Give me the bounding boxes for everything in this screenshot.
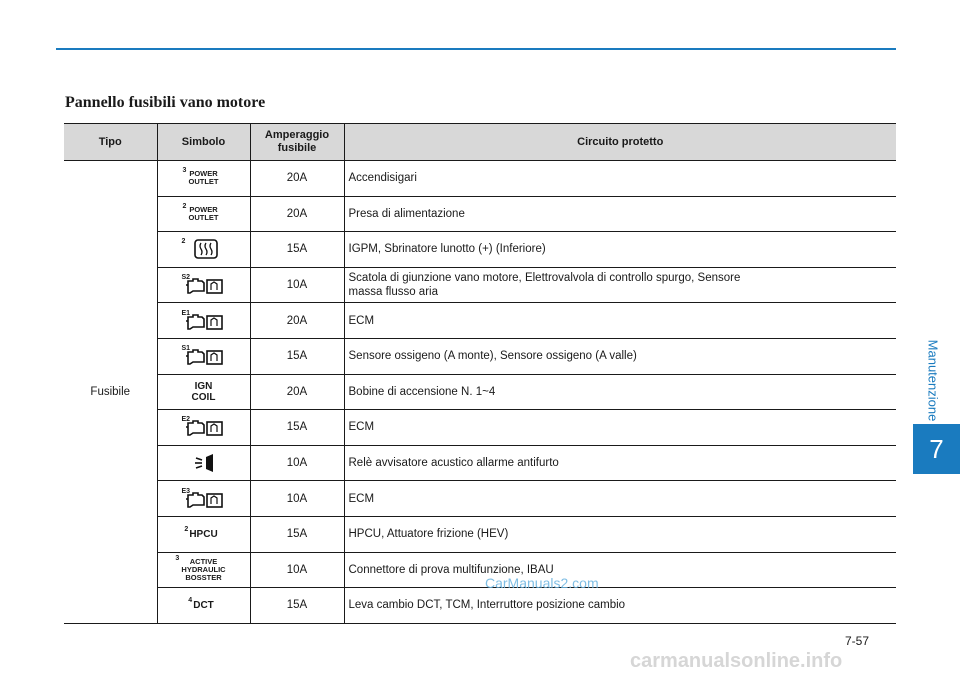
side-label-text: Manutenzione [925, 339, 941, 421]
footer-watermark: carmanualsonline.info [630, 650, 843, 672]
active-hydraulic-booster-icon [175, 554, 226, 582]
symbol-text [192, 381, 216, 403]
engine-icon [182, 309, 226, 333]
engine-icon [182, 487, 226, 511]
power-outlet-icon [182, 202, 226, 226]
symbol-text [182, 202, 219, 222]
header-tipo: Tipo [64, 124, 157, 161]
table-row [64, 445, 896, 481]
symbol-cell [157, 338, 250, 374]
symbol-code: E3 [181, 487, 191, 495]
amperage-cell: 15A [250, 410, 344, 446]
fuse-table-body [64, 161, 896, 624]
header-simbolo: Simbolo [157, 124, 250, 161]
circuit-cell: IGPM, Sbrinatore lunotto (+) (Inferiore) [344, 232, 896, 268]
section-title: Pannello fusibili vano motore [65, 94, 266, 111]
symbol-cell [157, 161, 250, 197]
table-row [64, 161, 896, 197]
circuit-cell: Leva cambio DCT, TCM, Interruttore posizione cambio [344, 588, 896, 624]
type-cell [64, 161, 157, 624]
amperage-cell: 15A [250, 232, 344, 268]
symbol-line: HPCU [189, 528, 218, 540]
symbol-code: 2 [181, 238, 186, 246]
type-label: Fusibile [90, 385, 131, 398]
table-row [64, 588, 896, 624]
header-circuito: Circuito protetto [344, 124, 896, 161]
table-row [64, 196, 896, 232]
symbol-code: E1 [181, 309, 191, 317]
engine-icon [182, 415, 226, 439]
table-row [64, 374, 896, 410]
symbol-line: COIL [191, 391, 216, 403]
amperage-cell: 10A [250, 445, 344, 481]
symbol-line: BOSSTER [185, 572, 222, 582]
table-row [64, 303, 896, 339]
amperage-cell: 15A [250, 338, 344, 374]
symbol-code: 3 [175, 554, 180, 562]
symbol-line: HYDRAULIC [181, 564, 226, 574]
circuit-cell: ECM [344, 410, 896, 446]
symbol-cell [157, 445, 250, 481]
circuit-cell: Connettore di prova multifunzione, IBAU [344, 552, 896, 588]
table-row [64, 338, 896, 374]
amperage-cell: 15A [250, 516, 344, 552]
symbol-cell [157, 481, 250, 517]
amperage-cell: 20A [250, 196, 344, 232]
symbol-cell [157, 516, 250, 552]
side-label [922, 330, 944, 430]
circuit-cell: ECM [344, 481, 896, 517]
symbol-code: E2 [181, 416, 191, 424]
symbol-code: 2 [182, 202, 187, 210]
symbol-code: S1 [181, 345, 191, 353]
symbol-line: ACTIVE [189, 556, 218, 566]
circuit-cell: HPCU, Attuatore frizione (HEV) [344, 516, 896, 552]
chapter-tab: 7 [913, 424, 960, 474]
page-number: 7-57 [845, 634, 870, 648]
top-rule [56, 48, 896, 50]
power-outlet-icon [182, 166, 226, 190]
symbol-text [184, 525, 218, 540]
table-row [64, 232, 896, 268]
engine-icon [182, 344, 226, 368]
rear-defroster-icon [182, 237, 226, 261]
table-row [64, 481, 896, 517]
symbol-text [188, 596, 214, 611]
symbol-cell [157, 374, 250, 410]
symbol-cell [157, 410, 250, 446]
amperage-cell: 10A [250, 267, 344, 303]
symbol-code: 3 [182, 167, 187, 175]
engine-icon [182, 273, 226, 297]
circuit-cell: ECM [344, 303, 896, 339]
symbol-line: IGN [194, 380, 213, 392]
symbol-code: S2 [181, 274, 191, 282]
symbol-line: OUTLET [188, 212, 219, 222]
circuit-cell: Presa di alimentazione [344, 196, 896, 232]
table-row [64, 516, 896, 552]
symbol-text [182, 167, 219, 187]
amperage-cell: 20A [250, 303, 344, 339]
hpcu-icon [182, 522, 226, 546]
symbol-cell [157, 552, 250, 588]
symbol-cell [157, 303, 250, 339]
table-header-row [64, 124, 896, 161]
symbol-cell [157, 196, 250, 232]
symbol-text [175, 554, 226, 582]
amperage-cell: 10A [250, 481, 344, 517]
symbol-code: 2 [184, 525, 189, 533]
watermark: CarManuals2.com [485, 575, 599, 591]
table-row [64, 267, 896, 303]
fuse-table [64, 123, 896, 624]
symbol-line: DCT [193, 599, 214, 611]
amperage-cell: 20A [250, 161, 344, 197]
circuit-cell: Accendisigari [344, 161, 896, 197]
circuit-cell: Sensore ossigeno (A monte), Sensore ossigeno (A valle) [344, 338, 896, 374]
symbol-line: OUTLET [188, 177, 219, 187]
symbol-line: POWER [189, 204, 218, 214]
symbol-code: 4 [188, 596, 193, 604]
amperage-cell: 15A [250, 588, 344, 624]
table-row [64, 410, 896, 446]
horn-icon [182, 451, 226, 475]
symbol-cell [157, 588, 250, 624]
symbol-line: POWER [189, 169, 218, 179]
table-row [64, 552, 896, 588]
dct-icon [182, 593, 226, 617]
ign-coil-icon [182, 380, 226, 404]
header-amperaggio: Amperaggio fusibile [250, 124, 344, 161]
symbol-cell [157, 267, 250, 303]
circuit-cell: Relè avvisatore acustico allarme antifurto [344, 445, 896, 481]
symbol-cell [157, 232, 250, 268]
circuit-cell: Scatola di giunzione vano motore, Elettrovalvola di controllo spurgo, Sensore massa flusso aria [344, 267, 896, 303]
amperage-cell: 10A [250, 552, 344, 588]
amperage-cell: 20A [250, 374, 344, 410]
circuit-cell: Bobine di accensione N. 1~4 [344, 374, 896, 410]
